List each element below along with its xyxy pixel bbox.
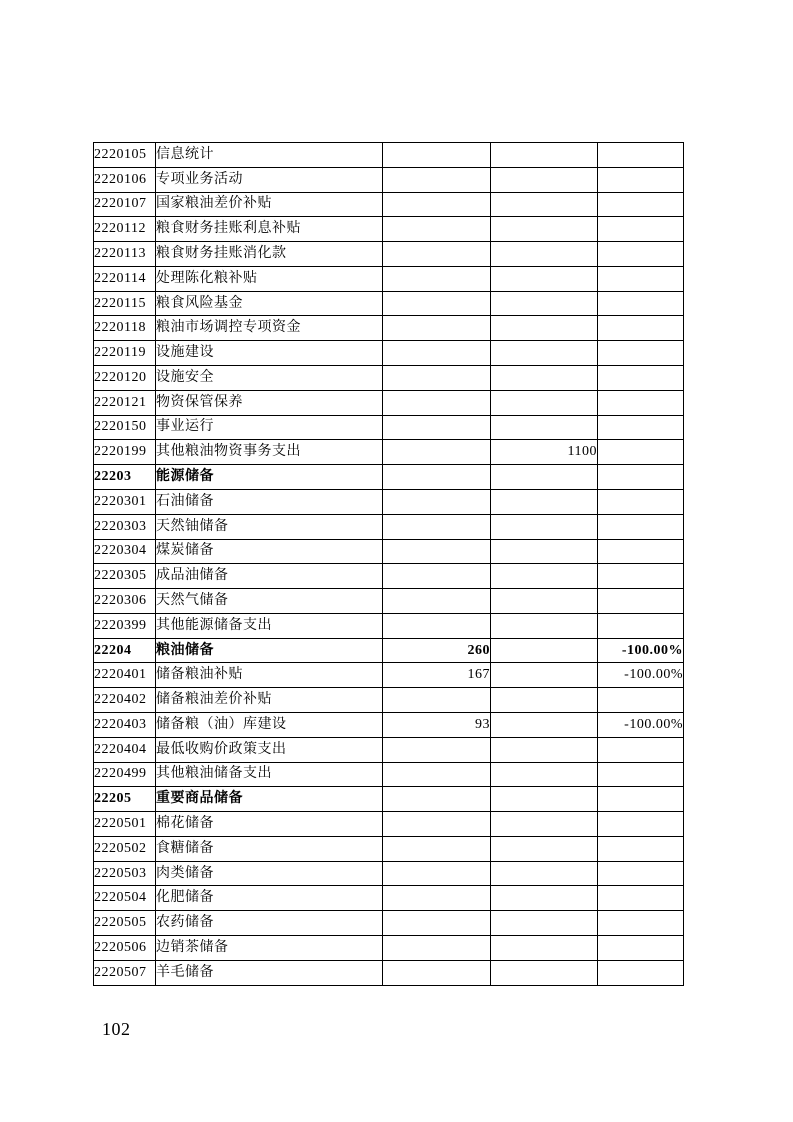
code-cell: 2220115 xyxy=(94,291,156,316)
item-name-cell: 农药储备 xyxy=(156,911,383,936)
value-b-cell xyxy=(491,712,598,737)
table-row xyxy=(94,291,684,316)
value-b-cell: 1100 xyxy=(491,440,598,465)
code-cell: 2220118 xyxy=(94,316,156,341)
table-row xyxy=(94,936,684,961)
table-row xyxy=(94,489,684,514)
item-name-cell: 专项业务活动 xyxy=(156,167,383,192)
change-pct-cell xyxy=(598,489,684,514)
value-a-cell xyxy=(383,514,491,539)
value-b-cell xyxy=(491,143,598,168)
table-row xyxy=(94,366,684,391)
code-cell: 22205 xyxy=(94,787,156,812)
table-row xyxy=(94,539,684,564)
item-name-cell: 粮油储备 xyxy=(156,638,383,663)
item-name-cell: 储备粮油差价补贴 xyxy=(156,688,383,713)
change-pct-cell: -100.00% xyxy=(598,638,684,663)
page-number: 102 xyxy=(102,1019,131,1039)
change-pct-cell xyxy=(598,514,684,539)
change-pct-cell xyxy=(598,861,684,886)
code-cell: 2220505 xyxy=(94,911,156,936)
item-name-cell: 粮食风险基金 xyxy=(156,291,383,316)
code-cell: 2220403 xyxy=(94,712,156,737)
change-pct-cell: -100.00% xyxy=(598,712,684,737)
value-b-cell xyxy=(491,167,598,192)
change-pct-cell xyxy=(598,688,684,713)
code-cell: 2220304 xyxy=(94,539,156,564)
item-name-cell: 设施安全 xyxy=(156,366,383,391)
table-row xyxy=(94,316,684,341)
table-row xyxy=(94,465,684,490)
value-a-cell: 260 xyxy=(383,638,491,663)
value-a-cell xyxy=(383,366,491,391)
code-cell: 2220199 xyxy=(94,440,156,465)
code-cell: 2220404 xyxy=(94,737,156,762)
table-row xyxy=(94,143,684,168)
code-cell: 2220305 xyxy=(94,564,156,589)
value-b-cell xyxy=(491,861,598,886)
item-name-cell: 粮食财务挂账利息补贴 xyxy=(156,217,383,242)
item-name-cell: 天然铀储备 xyxy=(156,514,383,539)
value-b-cell xyxy=(491,192,598,217)
value-a-cell xyxy=(383,341,491,366)
change-pct-cell xyxy=(598,266,684,291)
code-cell: 2220120 xyxy=(94,366,156,391)
table-row xyxy=(94,440,684,465)
value-b-cell xyxy=(491,489,598,514)
table-row xyxy=(94,712,684,737)
value-b-cell xyxy=(491,960,598,985)
item-name-cell: 其他粮油储备支出 xyxy=(156,762,383,787)
code-cell: 2220502 xyxy=(94,836,156,861)
item-name-cell: 能源储备 xyxy=(156,465,383,490)
item-name-cell: 储备粮（油）库建设 xyxy=(156,712,383,737)
value-b-cell xyxy=(491,390,598,415)
item-name-cell: 事业运行 xyxy=(156,415,383,440)
value-a-cell xyxy=(383,564,491,589)
table-row xyxy=(94,415,684,440)
table-row xyxy=(94,390,684,415)
item-name-cell: 化肥储备 xyxy=(156,886,383,911)
value-b-cell xyxy=(491,366,598,391)
item-name-cell: 粮食财务挂账消化款 xyxy=(156,242,383,267)
value-b-cell xyxy=(491,217,598,242)
table-row xyxy=(94,836,684,861)
code-cell: 2220301 xyxy=(94,489,156,514)
item-name-cell: 国家粮油差价补贴 xyxy=(156,192,383,217)
item-name-cell: 成品油储备 xyxy=(156,564,383,589)
code-cell: 2220402 xyxy=(94,688,156,713)
code-cell: 2220119 xyxy=(94,341,156,366)
change-pct-cell xyxy=(598,167,684,192)
item-name-cell: 粮油市场调控专项资金 xyxy=(156,316,383,341)
value-b-cell xyxy=(491,663,598,688)
value-b-cell xyxy=(491,787,598,812)
value-a-cell xyxy=(383,737,491,762)
item-name-cell: 设施建设 xyxy=(156,341,383,366)
change-pct-cell xyxy=(598,539,684,564)
code-cell: 2220121 xyxy=(94,390,156,415)
item-name-cell: 其他能源储备支出 xyxy=(156,613,383,638)
change-pct-cell xyxy=(598,787,684,812)
table-row xyxy=(94,861,684,886)
change-pct-cell xyxy=(598,737,684,762)
code-cell: 2220303 xyxy=(94,514,156,539)
value-b-cell xyxy=(491,415,598,440)
value-a-cell: 93 xyxy=(383,712,491,737)
item-name-cell: 处理陈化粮补贴 xyxy=(156,266,383,291)
change-pct-cell xyxy=(598,316,684,341)
item-name-cell: 其他粮油物资事务支出 xyxy=(156,440,383,465)
value-a-cell xyxy=(383,192,491,217)
table-row xyxy=(94,341,684,366)
value-a-cell xyxy=(383,688,491,713)
code-cell: 2220507 xyxy=(94,960,156,985)
change-pct-cell xyxy=(598,564,684,589)
item-name-cell: 物资保管保养 xyxy=(156,390,383,415)
value-b-cell xyxy=(491,886,598,911)
change-pct-cell xyxy=(598,341,684,366)
table-row xyxy=(94,564,684,589)
code-cell: 2220114 xyxy=(94,266,156,291)
value-b-cell xyxy=(491,242,598,267)
value-a-cell xyxy=(383,613,491,638)
change-pct-cell: -100.00% xyxy=(598,663,684,688)
change-pct-cell xyxy=(598,390,684,415)
item-name-cell: 重要商品储备 xyxy=(156,787,383,812)
table-row xyxy=(94,638,684,663)
item-name-cell: 边销茶储备 xyxy=(156,936,383,961)
value-b-cell xyxy=(491,539,598,564)
code-cell: 2220306 xyxy=(94,589,156,614)
code-cell: 2220150 xyxy=(94,415,156,440)
table-row xyxy=(94,960,684,985)
table-row xyxy=(94,762,684,787)
value-b-cell xyxy=(491,762,598,787)
change-pct-cell xyxy=(598,812,684,837)
item-name-cell: 羊毛储备 xyxy=(156,960,383,985)
table-row xyxy=(94,613,684,638)
value-a-cell xyxy=(383,861,491,886)
item-name-cell: 天然气储备 xyxy=(156,589,383,614)
value-a-cell xyxy=(383,787,491,812)
code-cell: 2220105 xyxy=(94,143,156,168)
value-a-cell: 167 xyxy=(383,663,491,688)
item-name-cell: 煤炭储备 xyxy=(156,539,383,564)
table-row xyxy=(94,514,684,539)
code-cell: 2220112 xyxy=(94,217,156,242)
change-pct-cell xyxy=(598,960,684,985)
code-cell: 2220107 xyxy=(94,192,156,217)
code-cell: 2220503 xyxy=(94,861,156,886)
code-cell: 2220506 xyxy=(94,936,156,961)
value-b-cell xyxy=(491,936,598,961)
value-b-cell xyxy=(491,564,598,589)
item-name-cell: 食糖储备 xyxy=(156,836,383,861)
value-b-cell xyxy=(491,812,598,837)
value-a-cell xyxy=(383,291,491,316)
table-row xyxy=(94,217,684,242)
value-b-cell xyxy=(491,465,598,490)
value-a-cell xyxy=(383,960,491,985)
value-a-cell xyxy=(383,266,491,291)
change-pct-cell xyxy=(598,886,684,911)
change-pct-cell xyxy=(598,415,684,440)
value-b-cell xyxy=(491,266,598,291)
table-row xyxy=(94,911,684,936)
value-b-cell xyxy=(491,737,598,762)
value-a-cell xyxy=(383,217,491,242)
table-row xyxy=(94,167,684,192)
change-pct-cell xyxy=(598,291,684,316)
value-a-cell xyxy=(383,415,491,440)
code-cell: 2220399 xyxy=(94,613,156,638)
value-a-cell xyxy=(383,911,491,936)
table-row xyxy=(94,266,684,291)
change-pct-cell xyxy=(598,836,684,861)
item-name-cell: 棉花储备 xyxy=(156,812,383,837)
value-b-cell xyxy=(491,341,598,366)
value-b-cell xyxy=(491,638,598,663)
code-cell: 2220504 xyxy=(94,886,156,911)
value-a-cell xyxy=(383,465,491,490)
code-cell: 2220113 xyxy=(94,242,156,267)
value-a-cell xyxy=(383,390,491,415)
change-pct-cell xyxy=(598,143,684,168)
value-b-cell xyxy=(491,589,598,614)
value-a-cell xyxy=(383,589,491,614)
item-name-cell: 信息统计 xyxy=(156,143,383,168)
change-pct-cell xyxy=(598,936,684,961)
change-pct-cell xyxy=(598,613,684,638)
value-b-cell xyxy=(491,291,598,316)
value-a-cell xyxy=(383,936,491,961)
change-pct-cell xyxy=(598,217,684,242)
table-row xyxy=(94,688,684,713)
code-cell: 22204 xyxy=(94,638,156,663)
table-row xyxy=(94,737,684,762)
value-a-cell xyxy=(383,440,491,465)
value-b-cell xyxy=(491,688,598,713)
table-row xyxy=(94,886,684,911)
table-row xyxy=(94,589,684,614)
change-pct-cell xyxy=(598,440,684,465)
value-a-cell xyxy=(383,242,491,267)
value-a-cell xyxy=(383,836,491,861)
value-a-cell xyxy=(383,812,491,837)
code-cell: 2220501 xyxy=(94,812,156,837)
change-pct-cell xyxy=(598,762,684,787)
value-b-cell xyxy=(491,911,598,936)
budget-table xyxy=(93,142,684,986)
value-a-cell xyxy=(383,886,491,911)
change-pct-cell xyxy=(598,242,684,267)
value-b-cell xyxy=(491,316,598,341)
change-pct-cell xyxy=(598,465,684,490)
value-a-cell xyxy=(383,762,491,787)
code-cell: 22203 xyxy=(94,465,156,490)
change-pct-cell xyxy=(598,911,684,936)
change-pct-cell xyxy=(598,192,684,217)
item-name-cell: 石油储备 xyxy=(156,489,383,514)
item-name-cell: 最低收购价政策支出 xyxy=(156,737,383,762)
item-name-cell: 储备粮油补贴 xyxy=(156,663,383,688)
item-name-cell: 肉类储备 xyxy=(156,861,383,886)
value-b-cell xyxy=(491,514,598,539)
change-pct-cell xyxy=(598,589,684,614)
table-row xyxy=(94,192,684,217)
value-b-cell xyxy=(491,613,598,638)
value-a-cell xyxy=(383,316,491,341)
value-a-cell xyxy=(383,143,491,168)
table-row xyxy=(94,787,684,812)
code-cell: 2220106 xyxy=(94,167,156,192)
table-row xyxy=(94,812,684,837)
table-row xyxy=(94,242,684,267)
table-row xyxy=(94,663,684,688)
code-cell: 2220401 xyxy=(94,663,156,688)
code-cell: 2220499 xyxy=(94,762,156,787)
value-a-cell xyxy=(383,489,491,514)
value-b-cell xyxy=(491,836,598,861)
value-a-cell xyxy=(383,539,491,564)
value-a-cell xyxy=(383,167,491,192)
change-pct-cell xyxy=(598,366,684,391)
